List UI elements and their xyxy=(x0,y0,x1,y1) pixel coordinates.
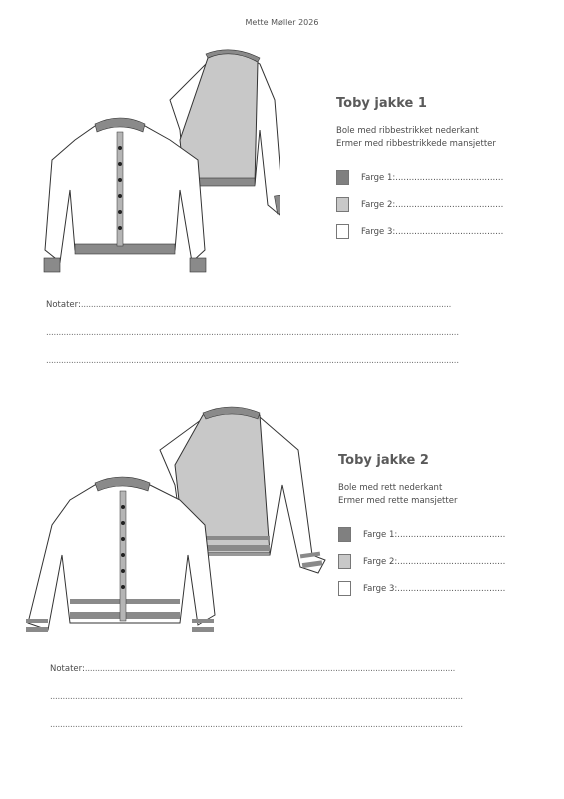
jacket-2-color-2-row xyxy=(338,548,538,575)
notes-line: Notater:.................................................................................................................................................... xyxy=(46,300,452,310)
notes-label: Notater: xyxy=(46,300,81,310)
jacket-1-desc-sleeves: Ermer med ribbestrikkede mansjetter xyxy=(336,139,496,149)
notes-label: Notater: xyxy=(50,664,85,674)
color-1-swatch xyxy=(336,170,349,185)
jacket-2-color-1-row xyxy=(338,521,538,548)
jacket-2-desc-sleeves: Ermer med rette mansjetter xyxy=(338,496,458,506)
color-2-swatch xyxy=(336,197,349,212)
color-1-label: Farge 1:........................................ xyxy=(363,529,506,540)
jacket-2-desc-body: Bole med rett nederkant xyxy=(338,483,443,493)
jacket-2-title: Toby jakke 2 xyxy=(338,453,429,468)
color-3-swatch xyxy=(338,581,351,596)
jacket-2-notes xyxy=(50,664,528,748)
jacket-2-illustration xyxy=(20,405,330,650)
jacket-1-color-1-row xyxy=(336,164,536,191)
notes-line: ..................................................................................................................................................................... xyxy=(50,692,463,702)
notes-line: Notater:.................................................................................................................................................... xyxy=(50,664,456,674)
color-3-swatch xyxy=(336,224,349,239)
color-1-label: Farge 1:........................................ xyxy=(361,172,504,183)
jacket-1-title: Toby jakke 1 xyxy=(336,96,427,111)
color-2-swatch xyxy=(338,554,351,569)
jacket-2-color-3-row xyxy=(338,575,538,602)
jacket-1-illustration xyxy=(20,40,280,280)
color-1-swatch xyxy=(338,527,351,542)
color-2-label: Farge 2:........................................ xyxy=(361,199,504,210)
jacket-2-info xyxy=(338,453,538,602)
jacket-1-color-3-row xyxy=(336,218,536,245)
notes-line: ..................................................................................................................................................................... xyxy=(46,356,459,366)
notes-line: ..................................................................................................................................................................... xyxy=(50,720,463,730)
jacket-1-desc-body: Bole med ribbestrikket nederkant xyxy=(336,126,479,136)
color-3-label: Farge 3:........................................ xyxy=(363,583,506,594)
notes-line: ..................................................................................................................................................................... xyxy=(46,328,459,338)
color-3-label: Farge 3:........................................ xyxy=(361,226,504,237)
jacket-1-notes xyxy=(46,300,524,384)
page-header: Mette Møller 2026 xyxy=(245,18,319,27)
color-2-label: Farge 2:........................................ xyxy=(363,556,506,567)
jacket-1-info xyxy=(336,96,536,245)
jacket-1-color-2-row xyxy=(336,191,536,218)
